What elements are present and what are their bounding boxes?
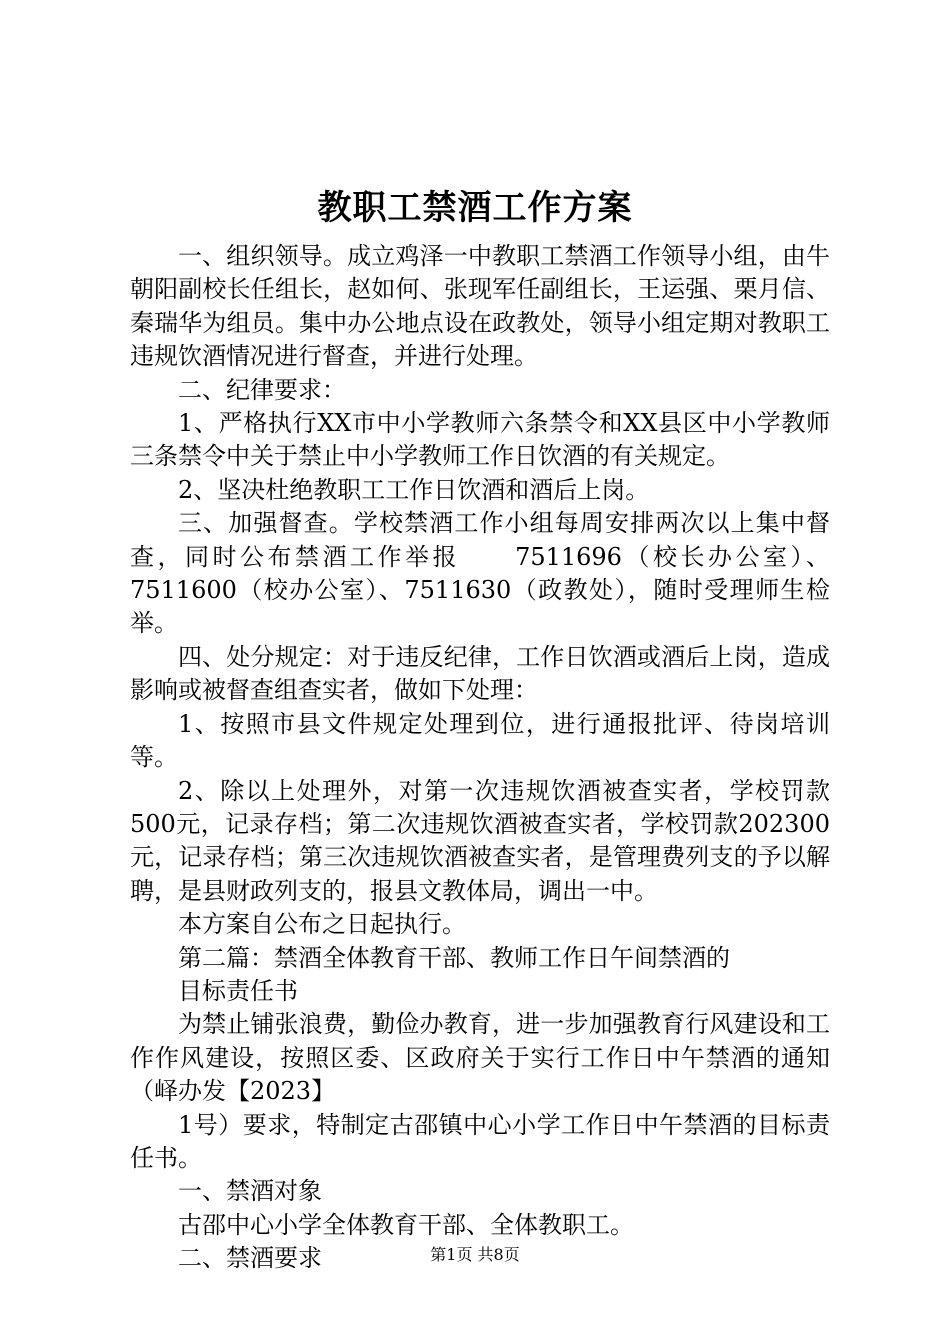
paragraph-part-two-title: 第二篇：禁酒全体教育干部、教师工作日午间禁酒的 [178, 943, 730, 972]
page-title: 教职工禁酒工作方案 [317, 188, 633, 228]
paragraph-purpose: 为禁止铺张浪费，勤俭办教育，进一步加强教育行风建设和工作作风建设，按照区委、区政府关于实行工作日中午禁酒的通知（峄办发【2023】 [130, 1010, 830, 1106]
paragraph-target-scope: 古邵中心小学全体教育干部、全体教职工。 [178, 1210, 634, 1239]
paragraph-requirements-heading: 二、禁酒要求 [178, 1244, 322, 1273]
paragraph-penalty-heading: 四、处分规定：对于违反纪律，工作日饮酒或酒后上岗，造成影响或被督查组查实者，做如下处理： [130, 642, 830, 705]
paragraph-effective: 本方案自公布之日起执行。 [178, 910, 466, 939]
paragraph-organization: 一、组织领导。成立鸡泽一中教职工禁酒工作领导小组，由牛朝阳副校长任组长，赵如何、张现军任副组长，王运强、栗月信、秦瑞华为组员。集中办公地点设在政教处，领导小组定期对教职工违规饮酒情况进行督查，并进行处理。 [130, 242, 830, 371]
page-number-footer: 第1页 共8页 [430, 1245, 520, 1264]
paragraph-penalty-item-2: 2、除以上处理外，对第一次违规饮酒被查实者，学校罚款500元，记录存档；第二次违规饮酒被查实者，学校罚款202300元，记录存档；第三次违规饮酒被查实者，是管理费列支的予以解聘，是县财政列支的，报县文教体局，调出一中。 [130, 776, 830, 905]
paragraph-penalty-item-1: 1、按照市县文件规定处理到位，进行通报批评、待岗培训等。 [130, 709, 830, 772]
paragraph-discipline-heading: 二、纪律要求： [178, 375, 346, 404]
paragraph-discipline-item-1: 1、严格执行XX市中小学教师六条禁令和XX县区中小学教师三条禁令中关于禁止中小学教师工作日饮酒的有关规定。 [130, 409, 830, 471]
paragraph-discipline-item-2: 2、坚决杜绝教职工工作日饮酒和酒后上岗。 [178, 475, 650, 504]
document-body [130, 240, 830, 1276]
paragraph-part-two-subtitle: 目标责任书 [178, 976, 298, 1005]
paragraph-requirement-reference: 1号）要求，特制定古邵镇中心小学工作日中午禁酒的目标责任书。 [130, 1110, 830, 1172]
paragraph-supervision: 三、加强督查。学校禁酒工作小组每周安排两次以上集中督查，同时公布禁酒工作举报 7511696（校长办公室）、7511600（校办公室）、7511630（政教处），随时受理师生检举。 [130, 509, 830, 638]
paragraph-target-heading: 一、禁酒对象 [178, 1177, 322, 1206]
